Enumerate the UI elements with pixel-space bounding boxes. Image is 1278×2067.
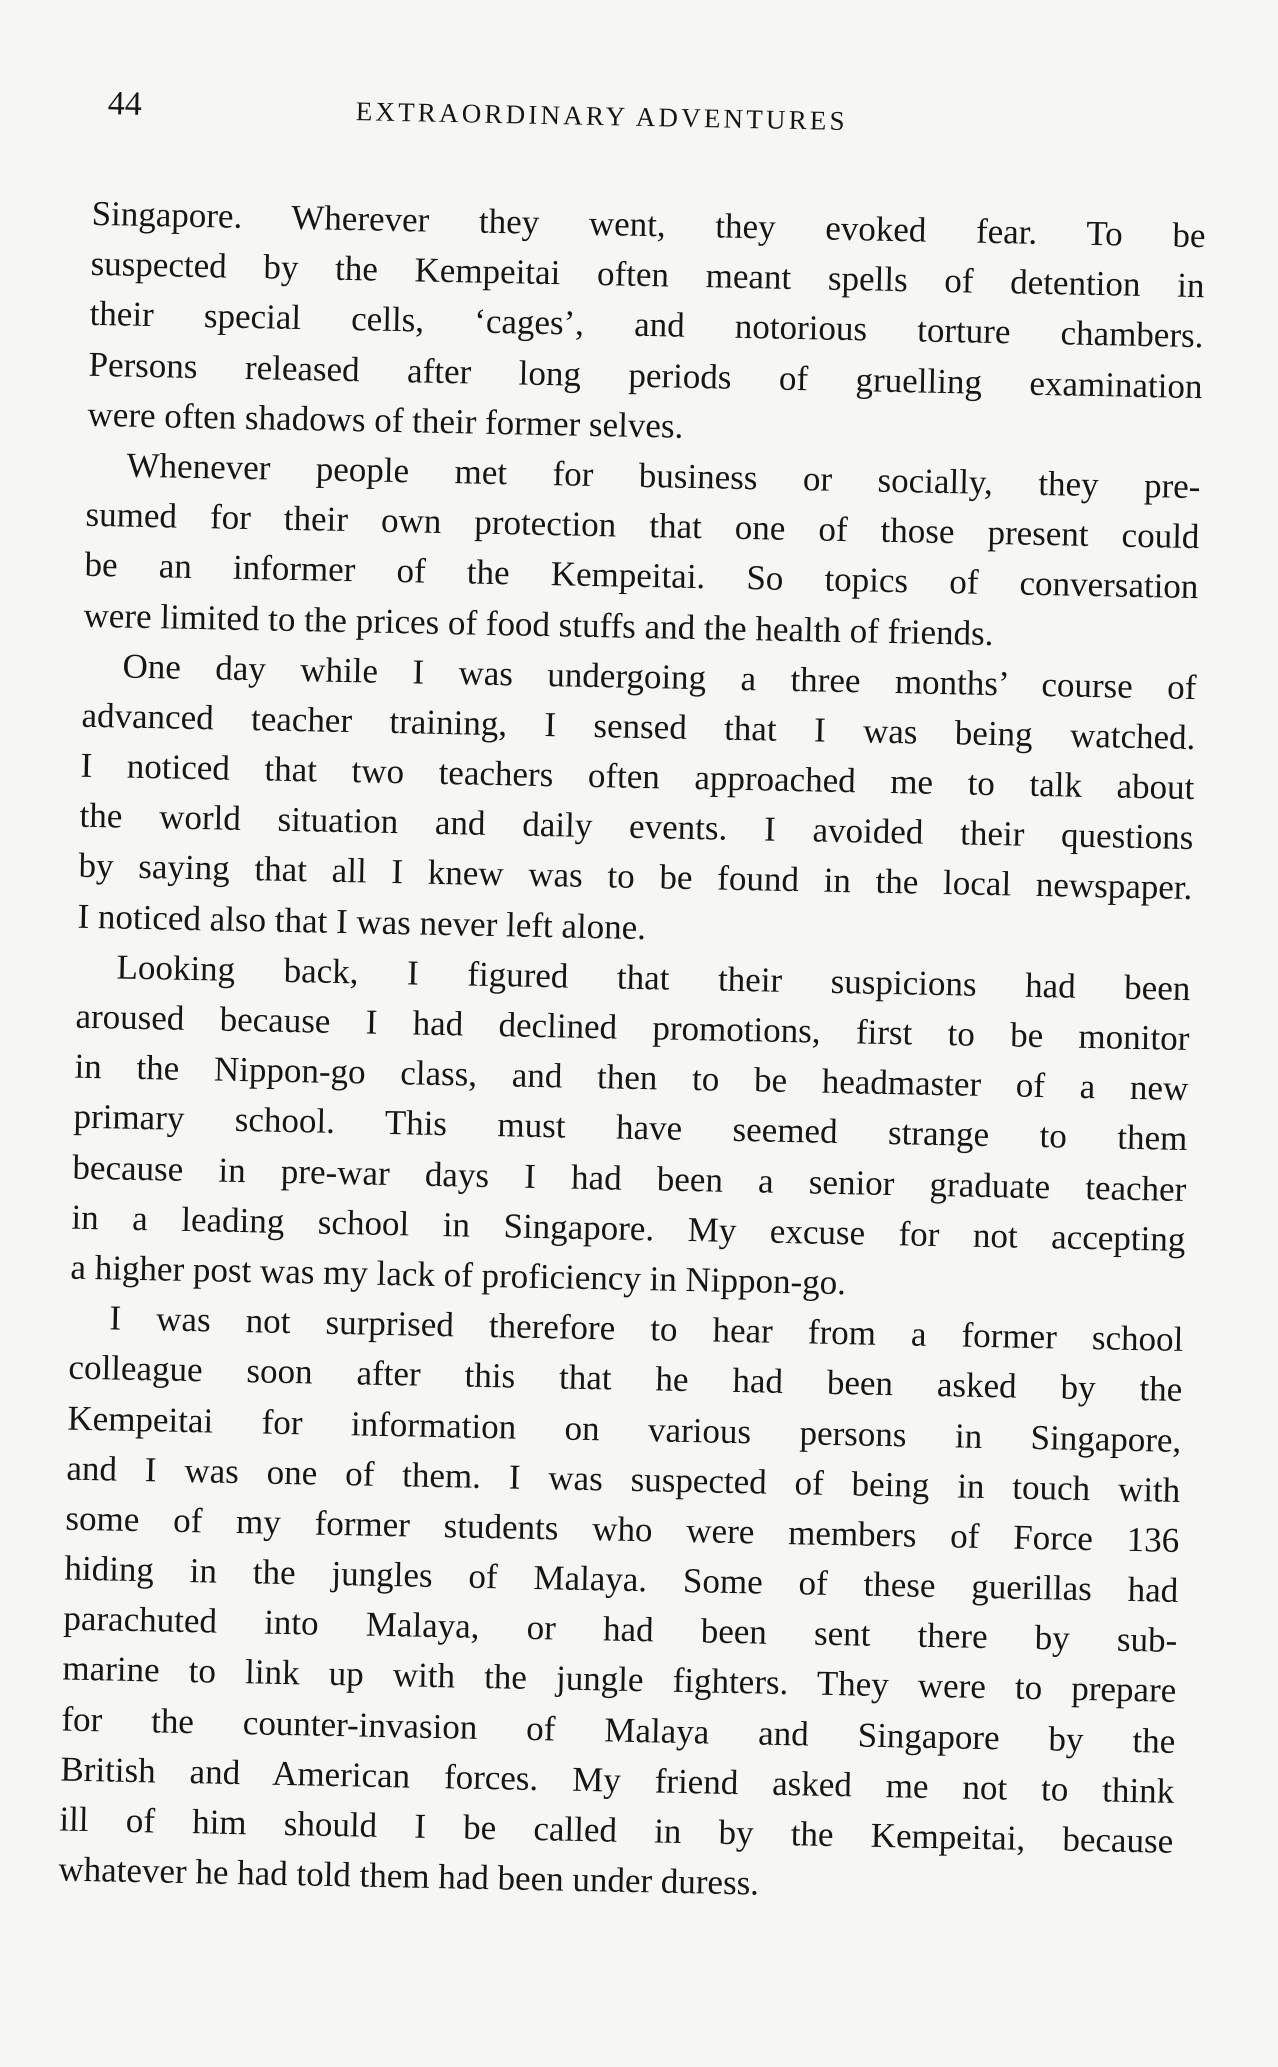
text-line: Persons released after long periods of gruelling examination xyxy=(88,344,1203,406)
text-line: the world situation and daily events. I avoided their questions xyxy=(79,795,1194,858)
page-number: 44 xyxy=(107,85,143,123)
text-line: aroused because I had declined promotions, first to be monitor xyxy=(75,996,1190,1059)
paragraph xyxy=(70,942,1191,1316)
text-line: sumed for their own protection that one of those present could xyxy=(85,494,1200,557)
text-line: British and American forces. My friend asked me not to think xyxy=(60,1749,1175,1811)
text-line: I was not surprised therefore to hear from a former school xyxy=(109,1298,1184,1360)
paragraph xyxy=(87,189,1206,462)
text-line: One day while I was undergoing a three months’ course of xyxy=(122,646,1197,707)
text-line: Kempeitai for information on various persons in Singapore, xyxy=(67,1398,1182,1460)
text-line: I noticed also that I was never left alone. xyxy=(77,896,647,947)
text-line: and I was one of them. I was suspected of being in touch with xyxy=(66,1448,1181,1510)
text-line: ill of him should I be called in by the Kempeitai, because xyxy=(59,1799,1174,1861)
text-line: Looking back, I figured that their suspicions had been xyxy=(116,947,1191,1008)
paragraph xyxy=(77,640,1197,963)
paragraph xyxy=(83,440,1201,663)
text-line: some of my former students who were members of Force 136 xyxy=(65,1498,1180,1560)
text-line: colleague soon after this that he had been asked by the xyxy=(68,1347,1183,1410)
text-line: were limited to the prices of food stuffs and the health of friends. xyxy=(83,595,994,653)
text-line: were often shadows of their former selves. xyxy=(87,394,684,446)
text-line: whatever he had told them had been under duress. xyxy=(58,1849,760,1903)
text-line: in the Nippon-go class, and then to be headmaster of a new xyxy=(74,1046,1189,1109)
body-text xyxy=(58,189,1206,1917)
running-title: EXTRAORDINARY ADVENTURES xyxy=(355,96,849,136)
text-line: Singapore. Wherever they went, they evoked fear. To be xyxy=(91,193,1206,256)
text-line: suspected by the Kempeitai often meant spells of detention in xyxy=(90,244,1205,306)
text-line: I noticed that two teachers often approached me to talk about xyxy=(80,745,1195,808)
text-line: advanced teacher training, I sensed that I was being watched. xyxy=(81,695,1196,757)
text-line: in a leading school in Singapore. My excuse for not accepting xyxy=(71,1197,1186,1259)
text-line: marine to link up with the jungle fighters. They were to prepare xyxy=(62,1648,1177,1711)
text-line: Whenever people met for business or socially, they pre- xyxy=(126,445,1201,507)
text-line: by saying that all I knew was to be found in the local newspaper. xyxy=(78,846,1193,908)
paragraph xyxy=(58,1293,1184,1917)
text-line: a higher post was my lack of proficiency in Nippon-go. xyxy=(70,1247,847,1303)
text-line: for the counter-invasion of Malaya and Singapore by the xyxy=(61,1699,1176,1761)
text-line: parachuted into Malaya, or had been sent there by sub- xyxy=(63,1598,1178,1661)
text-line: primary school. This must have seemed strange to them xyxy=(73,1097,1188,1159)
text-line: be an informer of the Kempeitai. So topics of conversation xyxy=(84,545,1199,607)
text-line: hiding in the jungles of Malaya. Some of these guerillas had xyxy=(64,1548,1179,1610)
text-line: their special cells, ‘cages’, and notorious torture chambers. xyxy=(89,294,1204,356)
text-line: because in pre-war days I had been a senior graduate teacher xyxy=(72,1147,1187,1209)
